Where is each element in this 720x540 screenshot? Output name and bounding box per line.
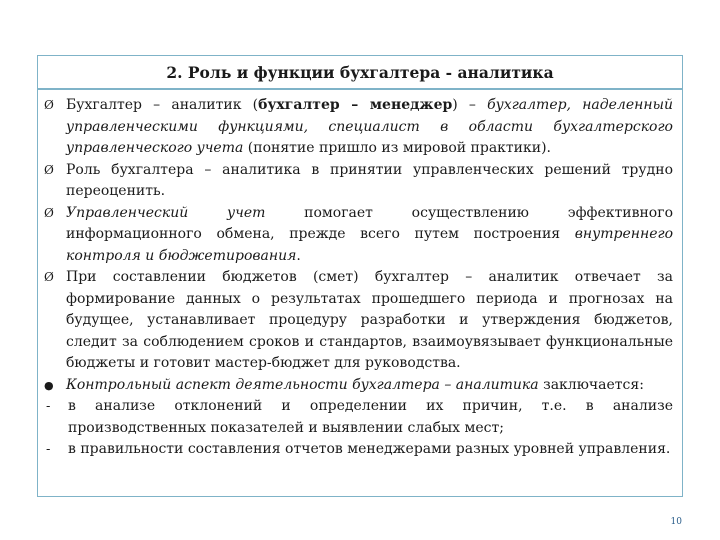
dot-bullet-icon: ● [44,378,54,392]
list-item [44,439,673,461]
text-run-italic: бухгалтер, наделенный управленческими функциями, специалист в области бухгалтерского управленческого учета [66,97,673,156]
arrow-bullet-icon: Ø [44,270,54,284]
text-run: в анализе отклонений и определении их причин, т.е. в анализе производственных показателей и выявлении слабых мест; [68,398,673,436]
list-item [44,396,673,439]
dash-bullet-icon: - [46,442,51,457]
page-number: 10 [670,517,682,527]
text-run-italic: Контрольный аспект деятельности бухгалтера – аналитика [66,376,539,393]
list-item [44,203,673,268]
list-item [44,375,673,397]
arrow-bullet-icon: Ø [44,98,54,112]
item-text [66,95,673,160]
title-box [37,55,683,89]
text-run-bold: бухгалтер – менеджер [258,97,453,113]
list-item [44,95,673,160]
item-text [66,267,673,375]
text-run-italic: Управленческий учет [66,204,266,221]
text-run: При составлении бюджетов (смет) бухгалтер – аналитик отвечает за формирование данных о результатах прошедшего периода и прогнозах на будущее, устанавливает процедуру разработки и утверждения бюджетов, следит за соблюдением сроков и стандартов, взаимоувязывает функциональные бюджеты и готовит мастер-бюджет для руководства. [66,269,673,371]
text-run: заключается: [538,376,644,393]
text-run: Бухгалтер – аналитик ( [66,97,259,113]
text-run-italic: внутреннего контроля и бюджетирования [66,226,673,264]
slide-title: 2. Роль и функции бухгалтера - аналитика [166,62,554,82]
item-text [68,439,673,461]
list-item [44,267,673,375]
item-text [68,396,673,439]
text-run: в правильности составления отчетов менеджерами разных уровней управления. [68,441,671,457]
arrow-bullet-icon: Ø [44,205,54,220]
text-run: Роль бухгалтера – аналитика в принятии управленческих решений трудно переоценить. [66,161,673,199]
text-run: (понятие пришло из мировой практики). [243,140,551,156]
text-run: . [296,247,301,264]
list-item [44,160,673,203]
item-text [66,375,673,397]
item-text [66,203,673,268]
text-run: помогает осуществлению эффективного информационного обмена, прежде всего путем построения [66,204,673,242]
item-text [66,160,673,203]
content-box [37,89,683,497]
text-run: ) – [452,97,488,113]
dash-bullet-icon: - [46,399,51,414]
arrow-bullet-icon: Ø [44,162,54,177]
